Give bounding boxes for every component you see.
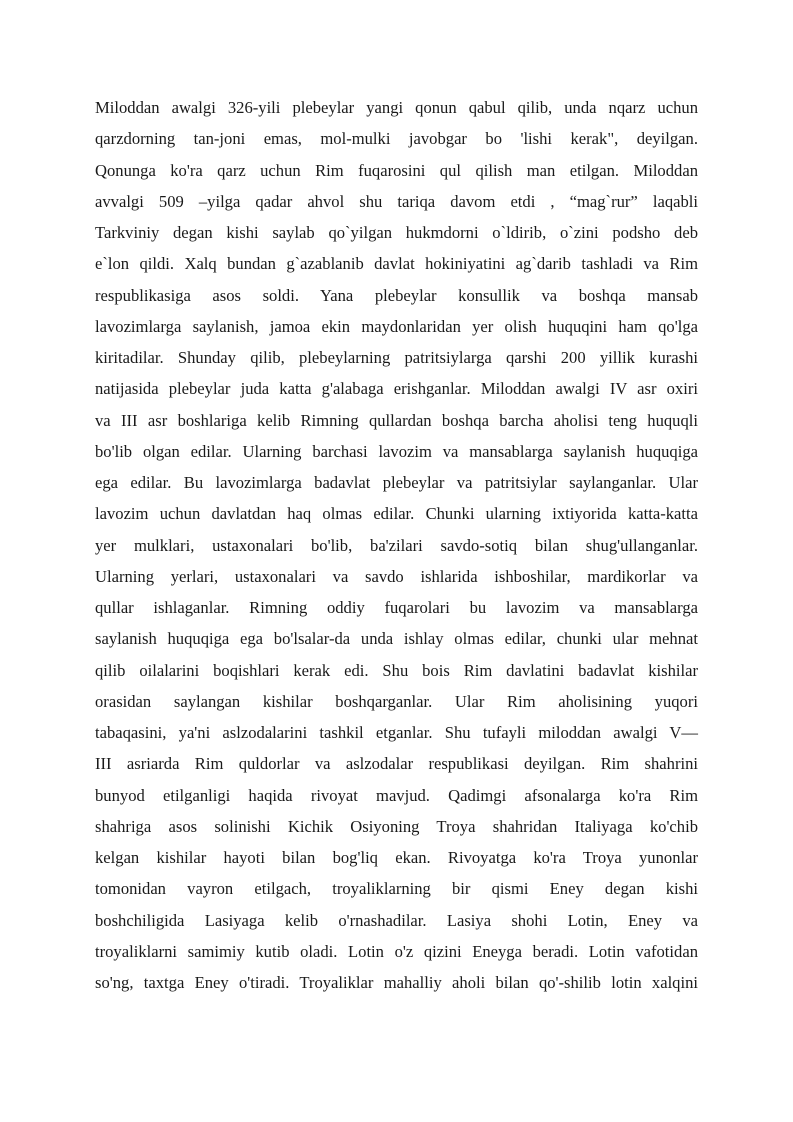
text-line: qullar ishlaganlar. Rimning oddiy fuqarolari bu lavozim va mansablarga: [95, 598, 698, 617]
text-line: shahriga asos solinishi Kichik Osiyoning Troya shahridan Italiyaga ko'chib: [95, 816, 698, 836]
text-line: va III asr boshlariga kelib Rimning qullardan boshqa barcha aholisi teng huquqli: [95, 410, 698, 430]
text-line: saylanish huquqiga ega bo'lsalar-da unda ishlay olmas edilar, chunki ular mehnat: [95, 629, 698, 649]
text-line: Tarkviniy degan kishi saylab qo`yilgan hukmdorni o`ldirib, o`zini podsho deb: [95, 223, 698, 242]
text-line: e`lon qildi. Xalq bundan g`azablanib davlat hokiniyatini ag`darib tashladi va Rim: [95, 254, 698, 274]
text-line: qarzdorning tan-joni emas, mol-mulki javobgar bo 'lishi kerak", deyilgan.: [95, 129, 698, 149]
text-line: kiritadilar. Shunday qilib, plebeylarning patritsiylarga qarshi 200 yillik kurashi: [95, 348, 698, 367]
text-line: tomonidan vayron etilgach, troyaliklarning bir qismi Eney degan kishi: [95, 879, 698, 899]
text-line: tabaqasini, ya'ni aslzodalarini tashkil etganlar. Shu tufayli miloddan awalgi V—: [95, 723, 698, 742]
text-line: kelgan kishilar hayoti bilan bog'liq ekan. Rivoyatga ko'ra Troya yunonlar: [95, 848, 698, 867]
text-line: boshchiligida Lasiyaga kelib o'rnashadilar. Lasiya shohi Lotin, Eney va: [95, 910, 698, 930]
text-line: qilib oilalarini boqishlari kerak edi. Shu bois Rim davlatini badavlat kishilar: [95, 660, 698, 680]
text-line: orasidan saylangan kishilar boshqarganlar. Ular Rim aholisining yuqori: [95, 691, 698, 711]
text-line: lavozimlarga saylanish, jamoa ekin maydonlaridan yer olish huquqini ham qo'lga: [95, 316, 698, 336]
text-line: so'ng, taxtga Eney o'tiradi. Troyaliklar mahalliy aholi bilan qo'-shilib lotin xalqini: [95, 973, 698, 992]
text-line: Miloddan awalgi 326-yili plebeylar yangi qonun qabul qilib, unda nqarz uchun: [95, 98, 698, 117]
text-line: Ularning yerlari, ustaxonalari va savdo ishlarida ishboshilar, mardikorlar va: [95, 566, 698, 586]
text-line: lavozim uchun davlatdan haq olmas edilar. Chunki ularning ixtiyorida katta-katta: [95, 504, 698, 524]
text-line: bunyod etilganligi haqida rivoyat mavjud. Qadimgi afsonalarga ko'ra Rim: [95, 785, 698, 805]
text-line: avvalgi 509 –yilga qadar ahvol shu tariqa davom etdi , “mag`rur” laqabli: [95, 191, 698, 211]
text-line: ega edilar. Bu lavozimlarga badavlat plebeylar va patritsiylar saylanganlar. Ular: [95, 473, 698, 492]
text-line: natijasida plebeylar juda katta g'alabaga erishganlar. Miloddan awalgi IV asr oxiri: [95, 379, 698, 399]
text-line: Qonunga ko'ra qarz uchun Rim fuqarosini qul qilish man etilgan. Miloddan: [95, 160, 698, 180]
body-text: [95, 92, 698, 998]
text-line: troyaliklarni samimiy kutib oladi. Lotin o'z qizini Eneyga beradi. Lotin vafotidan: [95, 941, 698, 961]
text-line: bo'lib olgan edilar. Ularning barchasi lavozim va mansablarga saylanish huquqiga: [95, 441, 698, 461]
text-line: III asriarda Rim quldorlar va aslzodalar respublikasi deyilgan. Rim shahrini: [95, 754, 698, 774]
text-line: yer mulklari, ustaxonalari bo'lib, ba'zilari savdo-sotiq bilan shug'ullanganlar.: [95, 535, 698, 555]
text-line: respublikasiga asos soldi. Yana plebeylar konsullik va boshqa mansab: [95, 285, 698, 305]
